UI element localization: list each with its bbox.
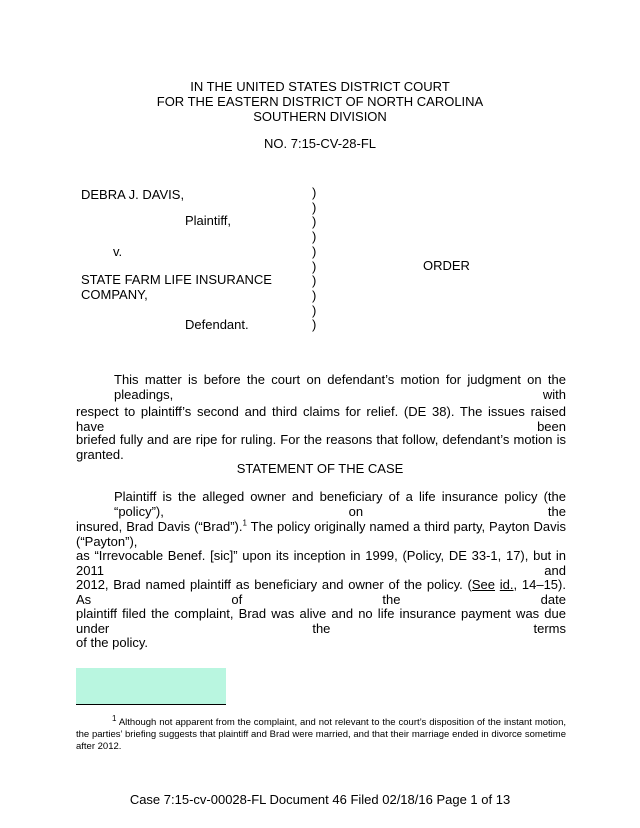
defendant-role: Defendant.	[185, 317, 249, 332]
footnote-line-1: $^1$ Although not apparent from the complaint, and not relevant to the court’s disposition of the instant motion,	[112, 713, 566, 728]
plaintiff-name: DEBRA J. DAVIS,	[81, 187, 185, 202]
statement-line-3: as “Irrevocable Benef. [sic]” upon its inception in 1999, (Policy, DE 33-1, 17), but in 2011 and	[76, 548, 566, 578]
see-signal: See	[471, 577, 496, 592]
footnote-reference[interactable]: 1	[242, 518, 247, 528]
caption-divider	[312, 186, 316, 333]
defendant-name-line1: STATE FARM LIFE INSURANCE	[81, 272, 272, 287]
id-citation: id.	[499, 577, 514, 592]
versus: v.	[113, 244, 123, 259]
intro-line-2: respect to plaintiff’s second and third claims for relief. (DE 38). The issues raised have been	[76, 404, 566, 434]
footnote-number: 1	[112, 713, 117, 723]
section-heading: STATEMENT OF THE CASE	[236, 461, 404, 476]
document-title: ORDER	[423, 258, 470, 273]
caption-paren: )	[312, 243, 317, 259]
statement-line-5: plaintiff filed the complaint, Brad was alive and no life insurance payment was due under the terms	[76, 606, 566, 636]
statement-line-1: Plaintiff is the alleged owner and beneficiary of a life insurance policy (the “policy”), on the	[114, 489, 566, 519]
court-division-line: SOUTHERN DIVISION	[253, 109, 387, 124]
footnote-line-2: the parties’ briefing suggests that plaintiff and Brad were married, and that their marriage ended in divorce sometime	[76, 729, 566, 740]
intro-line-3: briefed fully and are ripe for ruling. For the reasons that follow, defendant’s motion is granted.	[76, 432, 566, 462]
caption-paren: )	[312, 214, 317, 230]
page-footer: Case 7:15-cv-00028-FL Document 46 Filed 02/18/16 Page 1 of 13	[129, 792, 511, 807]
footnote-line-3: after 2012.	[76, 741, 122, 752]
caption-paren: )	[312, 185, 317, 200]
caption-paren: )	[312, 199, 317, 215]
caption-paren: )	[312, 229, 317, 245]
caption-paren: )	[312, 287, 317, 303]
statement-line-6: of the policy.	[76, 635, 149, 650]
caption-paren: )	[312, 317, 317, 333]
caption-paren: )	[312, 273, 317, 289]
statement-line-4: 2012, Brad named plaintiff as beneficiary and owner of the policy. (See id., 14–15). As of the date	[76, 577, 566, 607]
caption-paren: )	[312, 302, 317, 318]
court-district-line: FOR THE EASTERN DISTRICT OF NORTH CAROLINA	[156, 94, 484, 109]
footnote-rule	[76, 704, 226, 705]
caption-paren: )	[312, 258, 317, 274]
statement-line-2: insured, Brad Davis (“Brad”).$^1$ The policy originally named a third party, Payton Davis (“Payton”),	[76, 518, 566, 549]
court-name-line: IN THE UNITED STATES DISTRICT COURT	[190, 79, 450, 94]
highlight-block	[76, 668, 226, 704]
intro-line-1: This matter is before the court on defendant’s motion for judgment on the pleadings, with	[114, 372, 566, 402]
case-number: NO. 7:15-CV-28-FL	[264, 136, 376, 151]
defendant-name-line2: COMPANY,	[81, 287, 148, 302]
plaintiff-role: Plaintiff,	[185, 213, 232, 228]
